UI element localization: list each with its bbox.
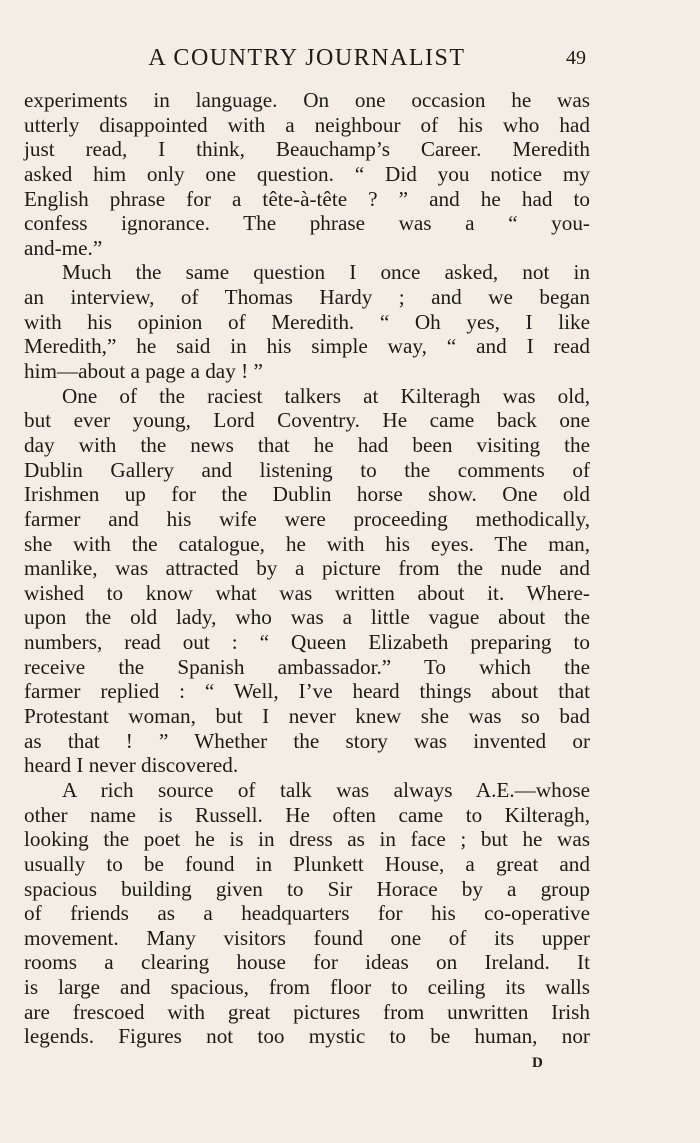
text-line: day with the news that he had been visiting the <box>24 432 590 457</box>
text-line: wished to know what was written about it. Where- <box>24 580 590 605</box>
text-line: A rich source of talk was always A.E.—whose <box>62 777 590 802</box>
text-line: farmer and his wife were proceeding methodically, <box>24 506 590 531</box>
text-line: farmer replied : “ Well, I’ve heard things about that <box>24 679 590 704</box>
text-line: an interview, of Thomas Hardy ; and we began <box>24 285 590 310</box>
page-number: 49 <box>566 47 586 69</box>
text-line: asked him only one question. “ Did you notice my <box>24 161 590 186</box>
text-line: numbers, read out : “ Queen Elizabeth preparing to <box>24 630 590 655</box>
running-title: A COUNTRY JOURNALIST <box>148 45 466 71</box>
text-line: experiments in language. On one occasion he was <box>24 88 590 112</box>
text-line: are frescoed with great pictures from unwritten Irish <box>24 999 590 1024</box>
text-line: spacious building given to Sir Horace by a group <box>24 876 590 901</box>
text-line: confess ignorance. The phrase was a “ you- <box>24 211 590 236</box>
text-line: with his opinion of Meredith. “ Oh yes, I like <box>24 309 590 334</box>
text-line: but ever young, Lord Coventry. He came back one <box>24 408 590 433</box>
text-line: Much the same question I once asked, not in <box>62 260 590 285</box>
text-line: Dublin Gallery and listening to the comments of <box>24 457 590 482</box>
text-line: usually to be found in Plunkett House, a great and <box>24 851 590 876</box>
text-line: just read, I think, Beauchamp’s Career. Meredith <box>24 137 590 162</box>
text-line: manlike, was attracted by a picture from the nude and <box>24 556 590 581</box>
text-line: movement. Many visitors found one of its upper <box>24 925 590 950</box>
text-line: upon the old lady, who was a little vague about the <box>24 605 590 630</box>
text-line: utterly disappointed with a neighbour of his who had <box>24 112 590 137</box>
running-head <box>24 42 590 74</box>
text-line: legends. Figures not too mystic to be human, nor <box>24 1024 590 1049</box>
text-line: One of the raciest talkers at Kilteragh was old, <box>62 383 590 408</box>
text-line: as that ! ” Whether the story was invented or <box>24 728 590 753</box>
text-line: Meredith,” he said in his simple way, “ and I read <box>24 334 590 359</box>
text-line: English phrase for a tête-à-tête ? ” and he had to <box>24 186 590 211</box>
text-line: Irishmen up for the Dublin horse show. One old <box>24 482 590 507</box>
text-line: is large and spacious, from floor to ceiling its walls <box>24 975 590 1000</box>
text-line: heard I never discovered. <box>24 753 239 778</box>
text-line: rooms a clearing house for ideas on Ireland. It <box>24 950 590 975</box>
text-line: other name is Russell. He often came to Kilteragh, <box>24 802 590 827</box>
signature-mark: D <box>532 1055 544 1071</box>
text-line: and-me.” <box>24 235 103 260</box>
text-line: looking the poet he is in dress as in face ; but he was <box>24 827 590 852</box>
text-line: of friends as a headquarters for his co-operative <box>24 901 590 926</box>
text-line: receive the Spanish ambassador.” To which the <box>24 654 590 679</box>
text-line: she with the catalogue, he with his eyes. The man, <box>24 531 590 556</box>
body-text <box>24 88 590 1049</box>
text-line: Protestant woman, but I never knew she was so bad <box>24 704 590 729</box>
text-line: him—about a page a day ! ” <box>24 359 263 384</box>
